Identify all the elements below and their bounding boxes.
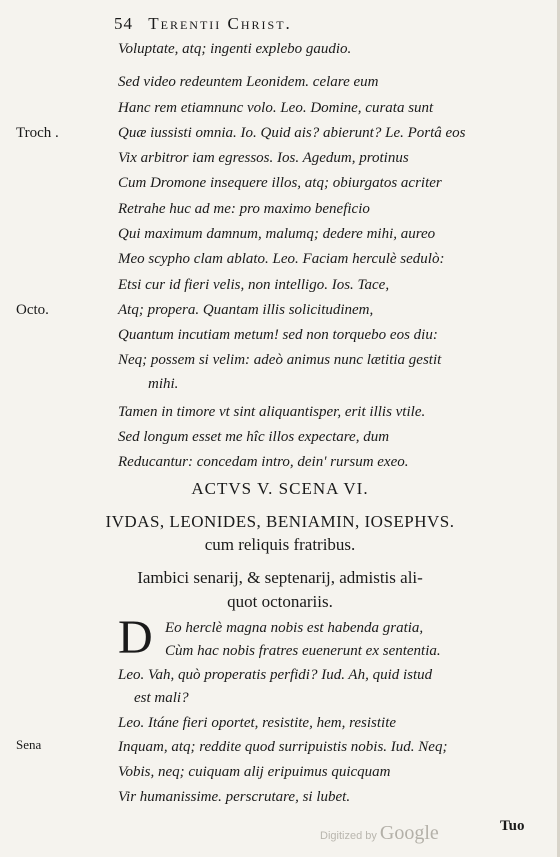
meter-note: Iambici senarij, & septenarij, admistis ali- [137, 568, 423, 587]
verse-line: Etsi cur id fieri velis, non intelligo. Ios. Tace, [118, 277, 390, 293]
margin-note-octo: Octo. [16, 302, 49, 318]
verse-line: Sed video redeuntem Leonidem. celare eum [118, 74, 379, 90]
catchword: Tuo [500, 818, 525, 834]
dramatis-personae-cont: cum reliquis fratribus. [204, 535, 356, 554]
verse-line: Cùm hac nobis fratres euenerunt ex sententia. [165, 643, 441, 659]
verse-line: Qui maximum damnum, malumq; dedere mihi, aureo [118, 226, 436, 242]
drop-capital: D [118, 611, 153, 664]
verse-line: Leo. Vah, quò properatis perfidi? Iud. Ah, quid istud [118, 667, 433, 683]
watermark-brand: Google [379, 822, 439, 844]
meter-note-cont: quot octonariis. [227, 592, 333, 611]
page-number: 54 [114, 14, 133, 33]
act-scene-heading: ACTVS V. SCENA VI. [191, 479, 369, 498]
verse-line: Tamen in timore vt sint aliquantisper, erit illis vtile. [118, 404, 426, 420]
verse-line: Quantum incutiam metum! sed non torquebo eos diu: [118, 327, 438, 343]
digitization-watermark [320, 822, 439, 845]
running-title: Terentii Christ. [148, 14, 292, 33]
running-header [114, 14, 292, 34]
verse-line: Inquam, atq; reddite quod surripuistis nobis. Iud. Neq; [118, 739, 448, 755]
verse-line: Meo scypho clam ablato. Leo. Faciam herculè sedulò: [118, 251, 445, 267]
verse-line: Vobis, neq; cuiquam alij eripuimus quicquam [118, 764, 391, 780]
verse-line: Leo. Itáne fieri oportet, resistite, hem, resistite [118, 715, 397, 731]
verse-line: est mali? [134, 690, 189, 706]
verse-line: mihi. [148, 376, 179, 392]
verse-line: Atq; propera. Quantam illis solicitudinem, [118, 302, 374, 318]
verse-line: Hanc rem etiamnunc volo. Leo. Domine, curata sunt [118, 100, 434, 116]
verse-line: Quæ iussisti omnia. Io. Quid ais? abierunt? Le. Portâ eos [118, 125, 466, 141]
verse-line: Cum Dromone insequere illos, atq; obiurgatos acriter [118, 175, 442, 191]
margin-note-troch: Troch . [16, 125, 59, 141]
verse-line: Vir humanissime. perscrutare, si lubet. [118, 789, 351, 805]
verse-line: Neq; possem si velim: adeò animus nunc lætitia gestit [118, 352, 442, 368]
verse-line: Vix arbitror iam egressos. Ios. Agedum, protinus [118, 150, 409, 166]
verse-line: Reducantur: concedam intro, dein' rursum exeo. [118, 454, 409, 470]
margin-note-sena: Sena [16, 737, 42, 752]
verse-line: Sed longum esset me hîc illos expectare, dum [118, 429, 390, 445]
dramatis-personae: IVDAS, LEONIDES, BENIAMIN, IOSEPHVS. [105, 512, 455, 531]
verse-line: Retrahe huc ad me: pro maximo beneficio [118, 201, 370, 217]
watermark-prefix: Digitized by [320, 830, 377, 842]
verse-line: Eo herclè magna nobis est habenda gratia, [165, 620, 424, 636]
verse-line: Voluptate, atq; ingenti explebo gaudio. [118, 41, 352, 57]
